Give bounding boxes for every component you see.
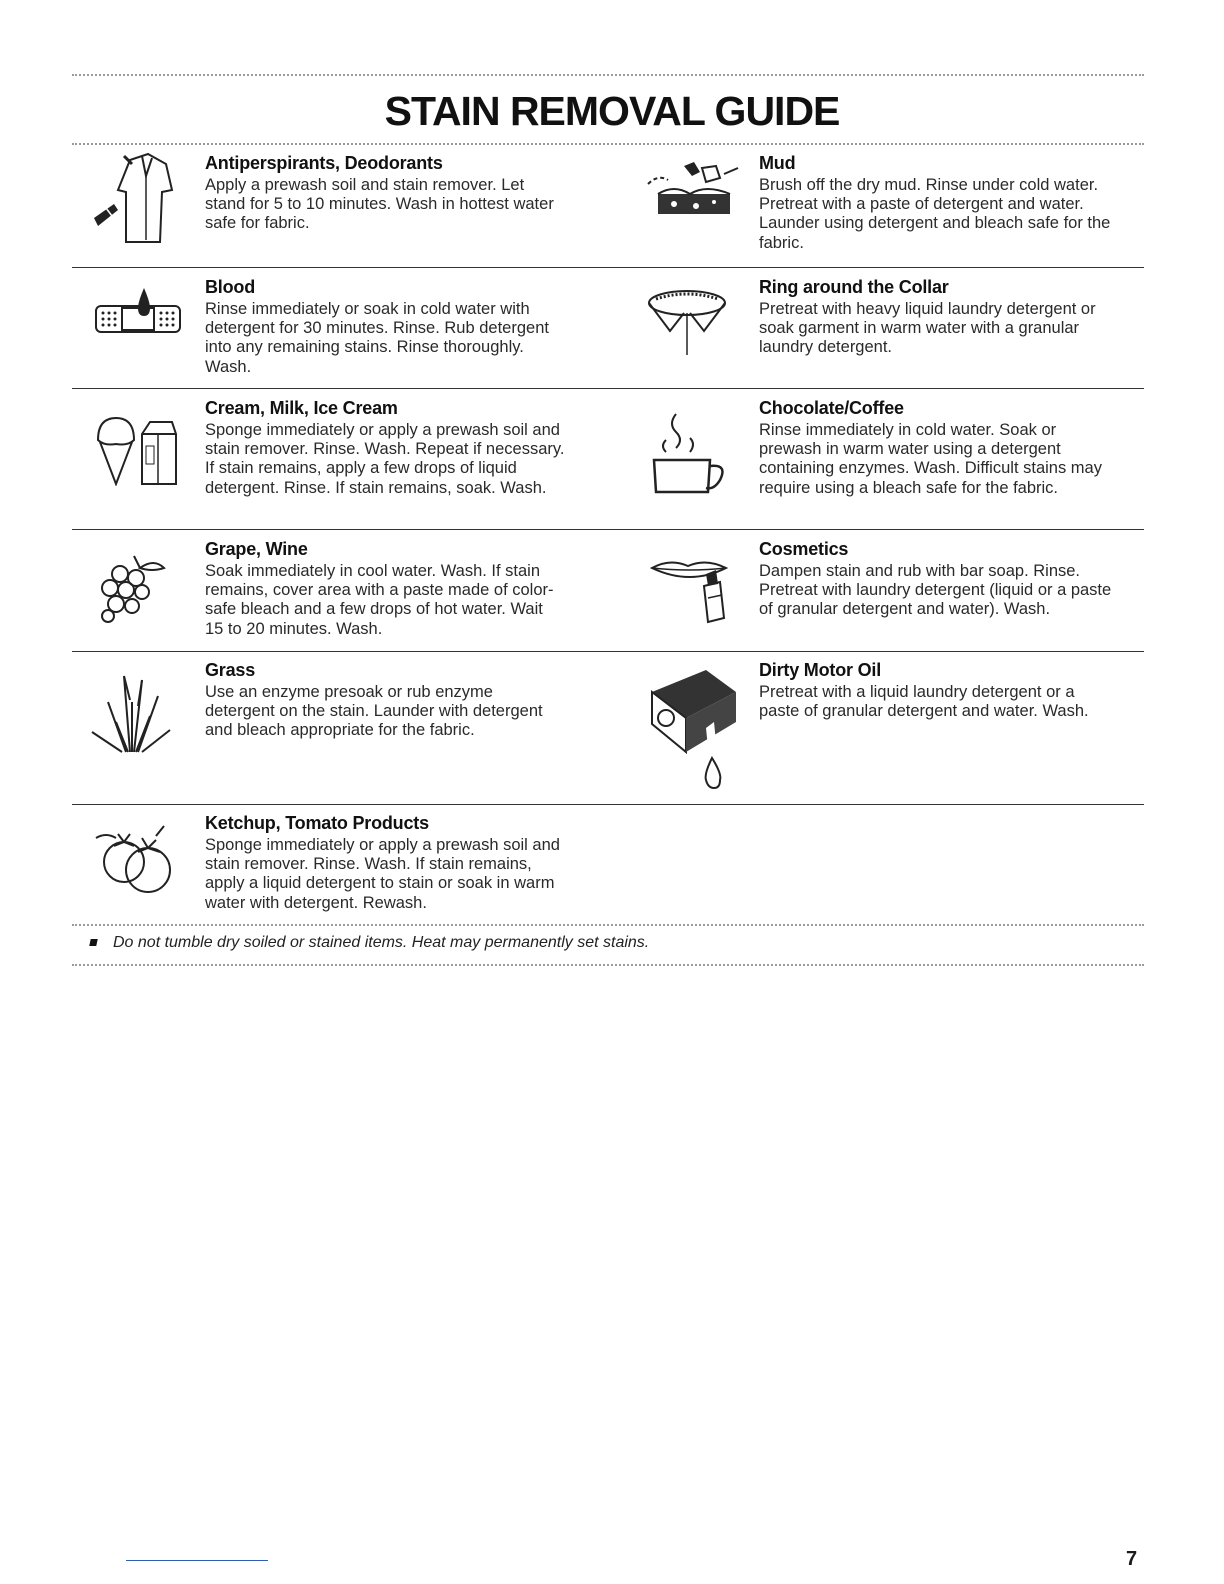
stain-title: Antiperspirants, Deodorants — [205, 153, 443, 173]
stain-title: Ketchup, Tomato Products — [205, 813, 429, 833]
note-divider — [72, 924, 1144, 926]
stain-instructions: Dampen stain and rub with bar soap. Rinse. Pretreat with laundry detergent (liquid or a paste of granular detergent and water). Wash. — [759, 562, 1112, 619]
stain-instructions: Rinse immediately in cold water. Soak or prewash in warm water using a detergent containing enzymes. Wash. Difficult stains may require using a bleach safe for the fabric. — [759, 421, 1102, 497]
footer-line — [126, 1560, 268, 1561]
drying-note — [90, 934, 649, 952]
row-divider — [72, 388, 1144, 389]
row-divider — [72, 804, 1144, 805]
tomato-icon — [94, 824, 176, 896]
stain-instructions: Brush off the dry mud. Rinse under cold water. Pretreat with a paste of detergent and water. Launder using detergent and bleach safe for the fabric. — [759, 176, 1111, 252]
note-text: Do not tumble dry soiled or stained items. Heat may permanently set stains. — [113, 934, 650, 951]
stain-instructions: Use an enzyme presoak or rub enzyme detergent on the stain. Launder with detergent and bleach appropriate for the fabric. — [205, 683, 543, 740]
stain-title: Grape, Wine — [205, 539, 308, 559]
stain-instructions: Pretreat with a liquid laundry detergent or a paste of granular detergent and water. Wash. — [759, 683, 1089, 721]
stain-instructions: Rinse immediately or soak in cold water with detergent for 30 minutes. Rinse. Rub detergent into any remaining stains. Rinse thoroughly. Wash. — [205, 300, 549, 376]
stain-instructions: Soak immediately in cool water. Wash. If stain remains, cover area with a paste made of color-safe bleach and a few drops of hot water. Wait 15 to 20 minutes. Wash. — [205, 562, 554, 638]
stain-entry — [205, 277, 565, 377]
page-number: 7 — [1126, 1548, 1138, 1570]
stain-entry — [205, 153, 565, 234]
bullet-icon — [89, 939, 97, 946]
stain-instructions: Sponge immediately or apply a prewash soil and stain remover. Rinse. Wash. If stain remains, apply a liquid detergent to stain or soak in warm water with detergent. Rewash. — [205, 836, 560, 912]
stain-entry — [759, 660, 1119, 721]
stain-entry — [205, 539, 565, 639]
grapes-icon — [94, 552, 168, 624]
row-divider — [72, 267, 1144, 268]
stain-title: Mud — [759, 153, 796, 173]
stain-instructions: Sponge immediately or apply a prewash soil and stain remover. Rinse. Wash. Repeat if necessary. If stain remains, apply a few drops of liquid detergent. Rinse. If stain remains, soak. Wash. — [205, 421, 565, 497]
stain-title: Cream, Milk, Ice Cream — [205, 398, 398, 418]
stain-title: Chocolate/Coffee — [759, 398, 904, 418]
motor-oil-icon — [646, 662, 738, 792]
shirt-spray-icon — [92, 150, 176, 246]
coffee-cup-icon — [652, 410, 732, 500]
stain-title: Ring around the Collar — [759, 277, 949, 297]
stain-title: Dirty Motor Oil — [759, 660, 881, 680]
bandage-icon — [94, 284, 182, 344]
row-divider — [72, 651, 1144, 652]
ice-cream-milk-icon — [92, 410, 182, 486]
stain-entry — [759, 539, 1119, 620]
top-divider — [72, 74, 1144, 76]
grass-icon — [86, 672, 176, 756]
stain-entry — [205, 813, 565, 913]
stain-entry — [759, 277, 1119, 358]
mud-splash-icon — [644, 160, 740, 220]
stain-title: Grass — [205, 660, 256, 680]
lipstick-icon — [650, 554, 734, 624]
stain-entry — [759, 153, 1119, 253]
shirt-collar-icon — [646, 287, 728, 357]
stain-title: Blood — [205, 277, 255, 297]
stain-title: Cosmetics — [759, 539, 849, 559]
stain-entry — [205, 660, 565, 741]
bottom-divider — [72, 964, 1144, 966]
stain-entry — [759, 398, 1119, 498]
stain-instructions: Apply a prewash soil and stain remover. Let stand for 5 to 10 minutes. Wash in hottest water safe for fabric. — [205, 176, 554, 233]
title-divider — [72, 143, 1144, 145]
page-title: STAIN REMOVAL GUIDE — [384, 88, 840, 134]
stain-entry — [205, 398, 565, 498]
stain-instructions: Pretreat with heavy liquid laundry detergent or soak garment in warm water with a granular laundry detergent. — [759, 300, 1096, 357]
row-divider — [72, 529, 1144, 530]
